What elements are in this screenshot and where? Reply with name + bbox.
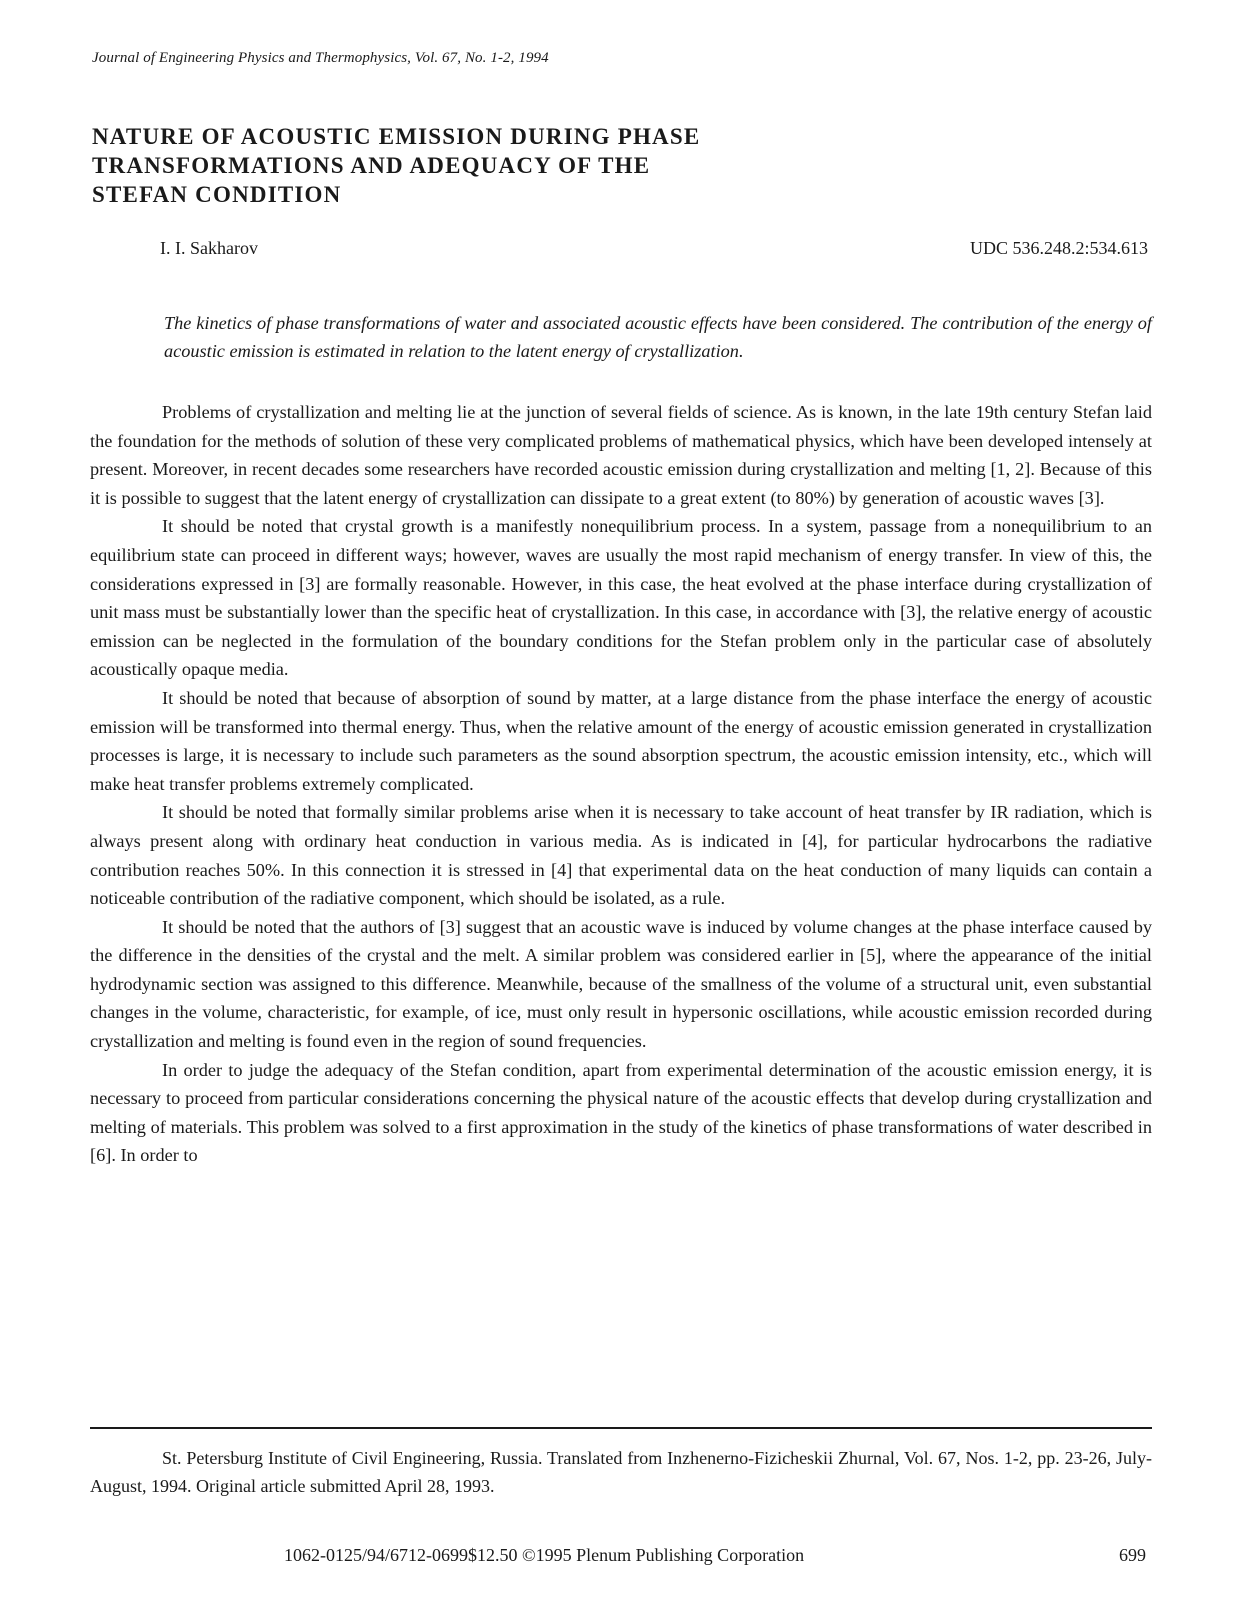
body-paragraph: Problems of crystallization and melting lie at the junction of several fields of science. As is known, in the late 19th century Stefan laid the foundation for the methods of solution of these very complicated problems of mathematical physics, which have been developed intensely at present. Moreover, in recent decades some researchers have recorded acoustic emission during crystallization and melting [1, 2]. Because of this it is possible to suggest that the latent energy of crystallization can dissipate to a great extent (to 80%) by generation of acoustic waves [3].: [90, 402, 1152, 508]
author-name: I. I. Sakharov: [160, 238, 258, 258]
body-paragraph: In order to judge the adequacy of the Stefan condition, apart from experimental determination of the acoustic emission energy, it is necessary to proceed from particular considerations concerning the physical nature of the acoustic effects that develop during crystallization and melting of materials. This problem was solved to a first approximation in the study of the kinetics of phase transformations of water described in [6]. In order to: [90, 1059, 1152, 1166]
abstract: The kinetics of phase transformations of water and associated acoustic effects have been considered. The contribution of the energy of acoustic emission is estimated in relation to the latent energy of crystallization.: [164, 313, 1152, 361]
body-paragraph: It should be noted that crystal growth is a manifestly nonequilibrium process. In a system, passage from a nonequilibrium to an equilibrium state can proceed in different ways; however, waves are usually the most rapid mechanism of energy transfer. In view of this, the considerations expressed in [3] are formally reasonable. However, in this case, the heat evolved at the phase interface during crystallization of unit mass must be substantially lower than the specific heat of crystallization. In this case, in accordance with [3], the relative energy of acoustic emission can be neglected in the formulation of the boundary conditions for the Stefan problem only in the particular case of absolutely acoustically opaque media.: [90, 516, 1152, 680]
article-title: [92, 122, 852, 209]
article-body: [90, 398, 1152, 1170]
udc-code: UDC 536.248.2:534.613: [969, 238, 1148, 258]
body-paragraph: It should be noted that formally similar problems arise when it is necessary to take account of heat transfer by IR radiation, which is always present along with ordinary heat conduction in various media. As is indicated in [4], for particular hydrocarbons the radiative contribution reaches 50%. In this connection it is stressed in [4] that experimental data on the heat conduction of many liquids can contain a noticeable contribution of the radiative component, which should be isolated, as a rule.: [90, 802, 1152, 909]
title-line: STEFAN CONDITION: [92, 182, 342, 207]
body-paragraph: It should be noted that the authors of [3] suggest that an acoustic wave is induced by volume changes at the phase interface caused by the difference in the densities of the crystal and the melt. A similar problem was considered earlier in [5], where the appearance of the initial hydrodynamic section was assigned to this difference. Meanwhile, because of the smallness of the volume of a structural unit, even substantial changes in the volume, characteristic, for example, of ice, must only result in hypersonic oscillations, while acoustic emission recorded during crystallization and melting is found even in the region of sound frequencies.: [90, 916, 1152, 1052]
footnote-divider: [90, 1427, 1152, 1429]
title-line: TRANSFORMATIONS AND ADEQUACY OF THE: [92, 153, 651, 178]
publisher-code: 1062-0125/94/6712-0699$12.50 ©1995 Plenum Publishing Corporation: [284, 1545, 805, 1565]
body-paragraph: It should be noted that because of absorption of sound by matter, at a large distance from the phase interface the energy of acoustic emission will be transformed into thermal energy. Thus, when the relative amount of the energy of acoustic emission generated in crystallization processes is large, it is necessary to include such parameters as the sound absorption spectrum, the acoustic emission intensity, etc., which will make heat transfer problems extremely complicated.: [90, 687, 1152, 794]
title-line: NATURE OF ACOUSTIC EMISSION DURING PHASE: [92, 124, 701, 149]
journal-citation: Journal of Engineering Physics and Thermophysics, Vol. 67, No. 1-2, 1994: [92, 50, 549, 66]
page-number: 699: [1119, 1545, 1146, 1565]
footnote: St. Petersburg Institute of Civil Engineering, Russia. Translated from Inzhenerno-Fizicheskii Zhurnal, Vol. 67, Nos. 1-2, pp. 23-26, July-August, 1994. Original article submitted April 28, 1993.: [90, 1448, 1152, 1496]
